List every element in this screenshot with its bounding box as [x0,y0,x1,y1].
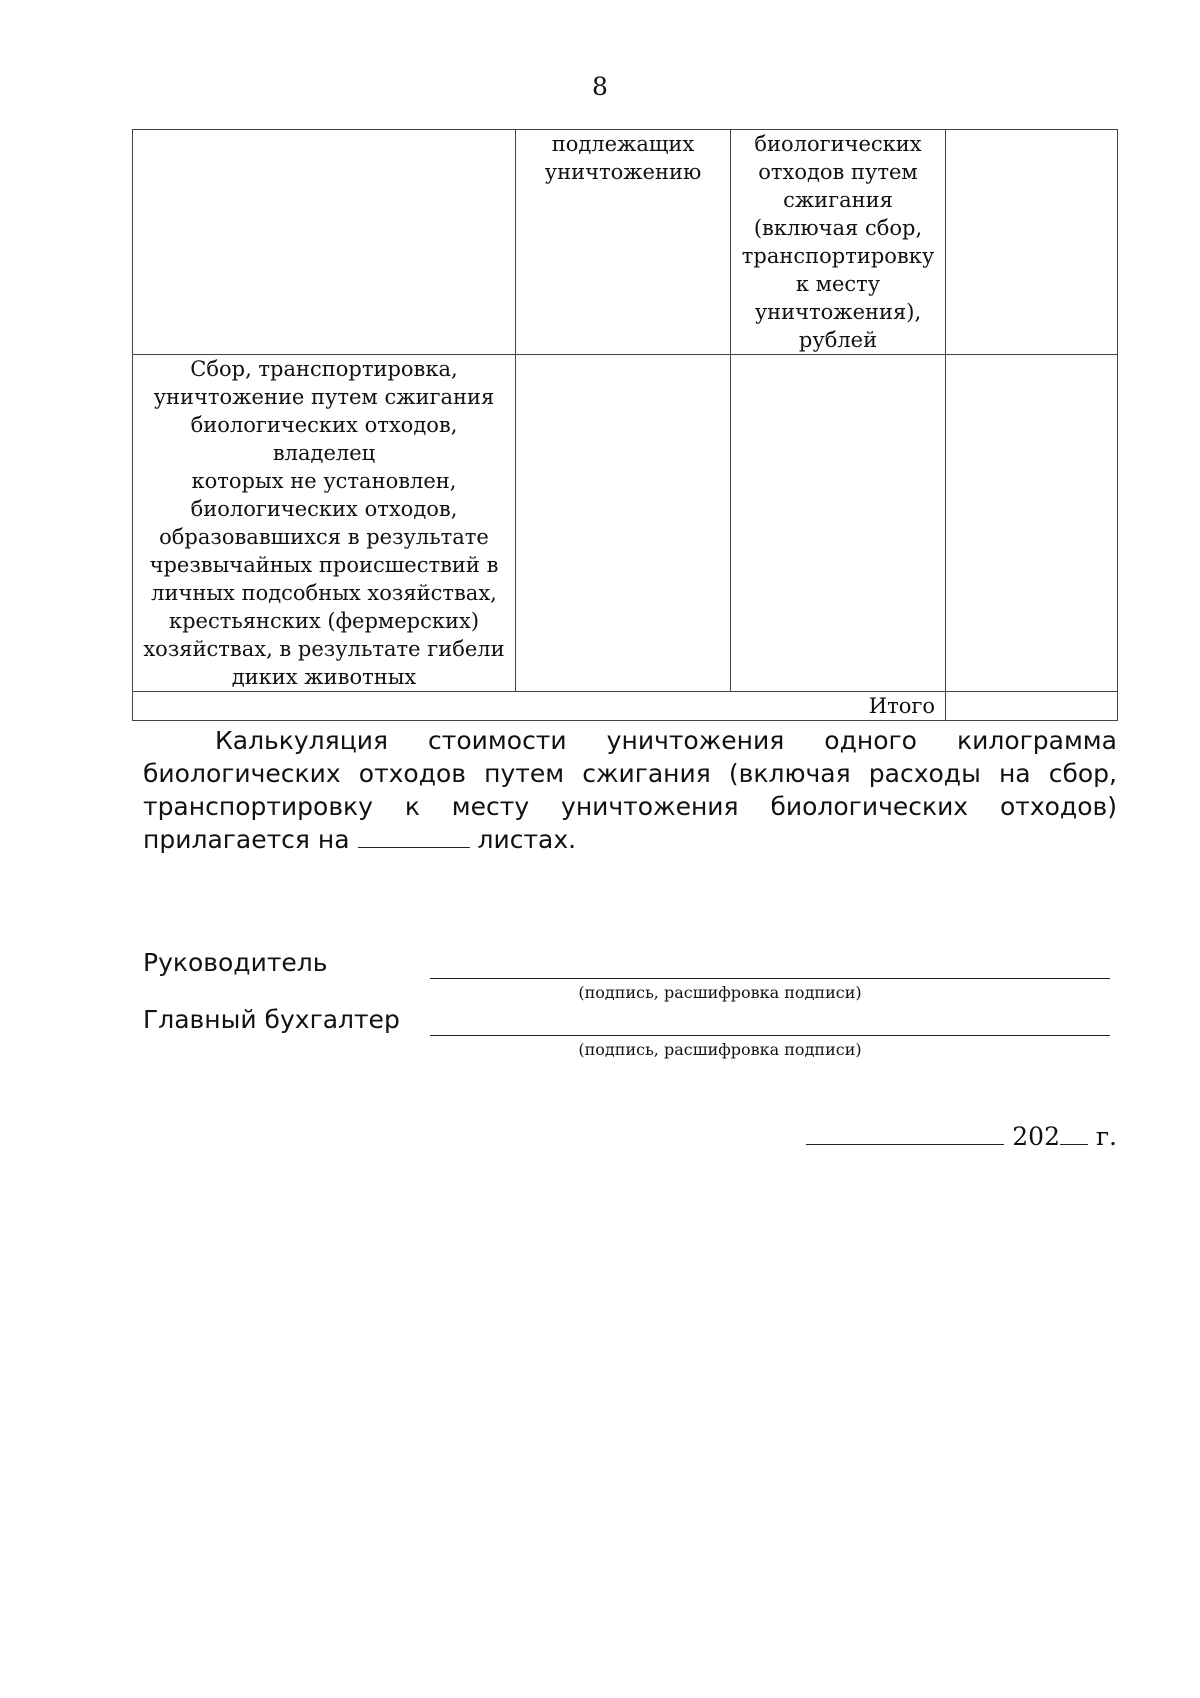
year-blank [1060,1120,1088,1145]
signature-line-head [430,978,1110,979]
table-cell [946,355,1118,692]
date-blank [806,1120,1004,1145]
table-cell [946,130,1118,355]
total-label: Итого [133,692,946,721]
table-cell: биологических отходов путем сжигания (включая сбор, транспортировку к месту уничтожения), рублей [731,130,946,355]
table-cell-description: Сбор, транспортировка, уничтожение путем сжигания биологических отходов, владелец которых не установлен, биологических отходов, образовавшихся в результате чрезвычайных происшествий в личных подсобных хозяйствах, крестьянских (фермерских) хозяйствах, в результате гибели диких животных [133,355,516,692]
table-cell [731,355,946,692]
sheets-count-blank [358,823,470,848]
table-cell [133,130,516,355]
table-cell: подлежащих уничтожению [516,130,731,355]
date-suffix: г. [1095,1122,1117,1151]
calculation-paragraph [143,724,1117,856]
page-number: 8 [592,72,608,101]
signature-label-head: Руководитель [143,948,328,977]
date-year-prefix: 202 [1012,1122,1060,1151]
cost-table [132,129,1118,721]
table-cell [516,355,731,692]
table-header-row [133,130,1118,355]
signature-caption-accountant: (подпись, расшифровка подписи) [578,1040,862,1059]
signature-caption-head: (подпись, расшифровка подписи) [578,983,862,1002]
paragraph-text-end: листах. [477,825,577,854]
table-row [133,355,1118,692]
table-total-row [133,692,1118,721]
date-line [806,1120,1117,1151]
signature-label-accountant: Главный бухгалтер [143,1005,400,1034]
total-value [946,692,1118,721]
paragraph-text: Калькуляция стоимости уничтожения одного килограмма биологических отходов путем сжигания (включая расходы на сбор, транспортировку к месту уничтожения биологических отходов) прилагается на [143,726,1117,854]
signature-line-accountant [430,1035,1110,1036]
